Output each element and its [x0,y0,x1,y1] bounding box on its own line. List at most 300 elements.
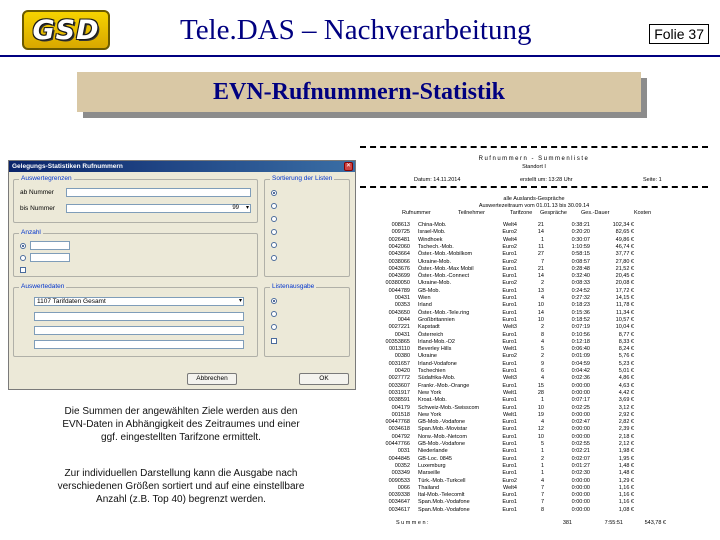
cell-cost: 27,80 € [615,258,634,265]
count-radio-1[interactable] [20,243,26,249]
cell-subscriber: China-Mob. [418,222,447,228]
cell-duration: 0:01:27 [571,462,590,469]
count-input-2[interactable] [30,253,70,262]
description-box [56,400,306,520]
cell-subscriber: Irland-Vodafone [418,360,457,367]
cell-duration: 0:02:36 [571,375,590,382]
cell-calls: 2 [540,353,544,360]
cell-calls: 1 [540,470,544,477]
cell-cost: 5,76 € [618,353,634,360]
cell-calls: 10 [537,316,544,323]
cell-number: 00447766 [385,441,410,447]
table-row [360,492,708,499]
cell-duration: 0:20:20 [571,229,590,236]
evaluation-filter-3[interactable] [34,340,244,349]
report-divider-top [360,146,708,148]
cell-number: 0044789 [388,287,410,294]
cell-number: 0038066 [388,258,410,265]
cell-duration: 0:24:52 [571,287,590,294]
cell-duration: 0:08:33 [571,280,590,287]
sum-label: Summen: [396,520,431,526]
cell-calls: 2 [540,455,544,462]
cell-duration: 0:04:42 [571,368,590,374]
cell-cost: 49,86 € [615,236,634,243]
table-row [360,310,708,317]
cell-calls: 5 [540,346,544,353]
cell-number: 00431 [394,295,410,301]
cell-number: 009725 [391,229,410,236]
cell-number: 00353 [394,302,410,309]
cell-number: 00352 [394,462,410,469]
count-label: Anzahl [21,229,41,236]
cell-subscriber: Israel-Mob. [418,229,446,236]
cell-cost: 102,34 € [612,222,634,228]
cell-subscriber: Ukraine [418,353,437,360]
report-date: Datum: 14.11.2014 [414,177,461,183]
evaluation-data-label: Auswertedaten [21,283,65,290]
cell-cost: 5,23 € [618,360,634,367]
cell-zone: Euro2 [502,258,517,265]
table-row [360,302,708,309]
cell-duration: 0:00:00 [571,411,590,418]
cell-duration: 0:00:00 [571,382,590,389]
cell-duration: 0:00:00 [571,426,590,433]
cell-cost: 10,04 € [615,324,634,331]
table-row [360,456,708,463]
count-checkbox[interactable] [20,267,26,273]
table-row [360,229,708,236]
cell-calls: 4 [540,477,544,484]
cell-subscriber: Wien [418,295,431,301]
cell-number: 0031 [397,448,410,455]
sort-radio-1[interactable] [271,190,277,196]
column-header-zone: Tarifzone [510,210,533,216]
cell-subscriber: Beverley Hills [418,346,452,353]
cell-number: 0044845 [388,455,410,462]
cell-duration: 0:30:07 [571,236,590,243]
sum-duration: 7:55:51 [604,520,623,526]
cell-calls: 4 [540,338,544,345]
cell-subscriber: Ukraine-Mob. [418,258,452,265]
cell-subscriber: Frankr.-Mob.-Orange [418,382,470,389]
cell-calls: 8 [540,506,544,513]
cell-subscriber: Österreich [418,331,444,338]
cell-subscriber: New York [418,389,442,396]
cell-duration: 0:02:07 [571,455,590,462]
cell-calls: 4 [540,419,544,426]
cell-zone: Euro1 [502,382,517,389]
cell-subscriber: Tschech.-Mob. [418,243,454,250]
cell-cost: 1,29 € [618,477,634,484]
cell-number: 003349 [391,470,410,477]
cell-cost: 11,78 € [616,302,634,309]
cell-zone: Euro2 [502,280,517,287]
cell-calls: 21 [537,265,544,272]
table-row [360,434,708,441]
cell-cost: 10,57 € [615,316,634,323]
cell-duration: 0:00:00 [571,484,590,491]
cell-number: 00380 [394,353,410,360]
cell-zone: Euro1 [502,360,517,367]
cell-subscriber: Norw.-Mob.-Netcom [418,433,467,440]
cell-calls: 4 [540,375,544,382]
from-number-label: ab Nummer [20,189,54,196]
cell-duration: 0:18:23 [571,302,590,309]
cell-calls: 1 [540,448,544,455]
table-row [360,368,708,375]
table-row [360,339,708,346]
cell-number: 0027221 [388,324,410,331]
cell-subscriber: Öster.-Mob.-Mobilkom [418,251,473,258]
cell-cost: 14,15 € [615,295,634,301]
cell-number: 0034617 [388,506,410,513]
cell-subscriber: Türk.-Mob.-Turkcell [418,477,466,484]
cell-calls: 1 [540,397,544,404]
cell-zone: Euro1 [502,287,517,294]
report-period: Auswertezeitraum vom 01.01.13 bis 30.09.14 [478,203,590,209]
cell-number: 0031917 [388,389,410,396]
cell-cost: 1,48 € [618,462,634,469]
cell-cost: 1,16 € [618,499,634,506]
cell-cost: 8,77 € [618,331,634,338]
table-row [360,295,708,302]
cell-number: 0034618 [388,426,410,433]
output-radio-2[interactable] [271,311,277,317]
output-group [264,283,350,357]
cell-subscriber: Südafrika-Mob. [418,375,456,382]
cell-number: 004792 [391,433,410,440]
cell-calls: 9 [540,360,544,367]
cell-number: 0013110 [388,346,410,353]
cell-cost: 4,42 € [618,389,634,396]
cell-calls: 19 [537,411,544,418]
table-row [360,332,708,339]
cell-duration: 0:02:21 [571,448,590,455]
table-row [360,478,708,485]
cell-cost: 82,65 € [615,229,634,236]
cell-cost: 2,12 € [618,441,634,447]
report-column-headers [360,210,708,217]
cell-zone: Euro1 [502,506,517,513]
output-radio-1[interactable] [271,298,277,304]
sum-calls: 381 [562,520,572,526]
cell-duration: 0:02:47 [571,419,590,426]
table-row [360,441,708,448]
from-number-input[interactable] [66,188,251,197]
cell-number: 0042060 [388,243,410,250]
table-row [360,273,708,280]
cell-cost: 4,63 € [618,382,634,389]
cell-subscriber: Thailand [418,484,440,491]
cell-number: 00447768 [385,419,410,426]
column-header-number: Rufnummer [402,210,431,216]
cell-calls: 10 [537,302,544,309]
cell-duration: 0:02:55 [571,441,590,447]
cell-duration: 0:10:56 [571,331,590,338]
cell-duration: 0:00:00 [571,389,590,396]
cell-number: 0044 [397,316,410,323]
report-divider-header [360,186,708,188]
report-scope: alle Auslands-Gespräche [503,196,565,202]
cell-subscriber: Öster.-Mob.-Max Mobil [418,265,474,272]
table-row [360,244,708,251]
table-row [360,499,708,506]
cell-calls: 7 [540,492,544,499]
cell-subscriber: Schweiz-Mob.-Swisscom [418,404,480,411]
cell-cost: 21,52 € [615,265,634,272]
table-row [360,266,708,273]
cell-cost: 20,45 € [615,273,634,280]
cell-duration: 0:07:17 [571,397,590,404]
cell-zone: Euro1 [502,368,517,374]
cell-cost: 8,33 € [618,338,634,345]
cell-number: 0031657 [388,360,410,367]
cell-calls: 2 [540,280,544,287]
cell-subscriber: Niederlande [418,448,448,455]
cell-duration: 0:38:21 [571,222,590,228]
chevron-down-icon: ▾ [238,298,242,304]
logo-text: GSD [32,14,100,46]
cell-cost: 1,16 € [618,484,634,491]
cell-cost: 46,74 € [615,243,634,250]
cell-zone: Euro1 [502,265,517,272]
report-subtitle: Standort I [522,164,546,170]
table-row [360,222,708,229]
to-number-label: bis Nummer [20,205,56,212]
cell-subscriber: Windhoek [418,236,443,243]
count-radio-2[interactable] [20,255,26,261]
to-number-dropdown[interactable] [66,204,251,213]
cell-subscriber: Kapstadt [418,324,440,331]
cell-number: 0026481 [388,236,410,243]
summary-report [360,140,708,540]
cell-calls: 28 [537,389,544,396]
cell-duration: 0:15:36 [571,309,590,316]
cell-subscriber: Tschechien [418,368,446,374]
cell-zone: Welt4 [503,222,517,228]
ok-label: OK [319,375,329,382]
cell-zone: Welt3 [503,375,517,382]
table-row [360,280,708,287]
cell-subscriber: Irland [418,302,432,309]
cell-cost: 1,08 € [618,506,634,513]
cell-zone: Euro1 [502,397,517,404]
column-header-duration: Ges.-Dauer [581,210,610,216]
cell-calls: 14 [537,229,544,236]
table-row [360,237,708,244]
dialog-close-button[interactable]: ✕ [345,163,352,169]
table-row [360,259,708,266]
cell-calls: 7 [540,484,544,491]
sort-radio-4[interactable] [271,229,277,235]
column-header-calls: Gespräche [540,210,567,216]
table-row [360,251,708,258]
cell-calls: 10 [537,433,544,440]
selection-limits-label: Auswertegrenzen [21,175,72,182]
cell-subscriber: Span.Mob.-Vodafone [418,506,470,513]
table-row [360,383,708,390]
cell-duration: 1:10:59 [571,243,590,250]
cell-calls: 4 [540,295,544,301]
cell-duration: 0:02:25 [571,404,590,411]
cell-zone: Euro1 [502,404,517,411]
table-row [360,448,708,455]
evaluation-data-value: 1107 Tarifdaten Gesamt [37,298,106,305]
cell-duration: 0:00:00 [571,492,590,499]
table-row [360,470,708,477]
table-row [360,317,708,324]
cell-duration: 0:01:09 [571,353,590,360]
table-row [360,426,708,433]
cell-duration: 0:58:15 [571,251,590,258]
cell-subscriber: GB-Mob.-Vodafone [418,419,466,426]
cell-cost: 37,77 € [615,251,634,258]
cell-zone: Euro1 [502,441,517,447]
cell-calls: 8 [540,331,544,338]
cell-zone: Euro1 [502,492,517,499]
count-input-1[interactable] [30,241,70,250]
cell-duration: 0:28:48 [571,265,590,272]
cell-cost: 1,95 € [618,455,634,462]
cell-number: 001518 [391,411,410,418]
cancel-button[interactable] [187,373,237,385]
cell-duration: 0:07:19 [571,324,590,331]
cell-calls: 15 [537,382,544,389]
cell-zone: Euro2 [502,229,517,236]
slide-number: Folie 37 [649,24,709,44]
cell-cost: 1,16 € [618,492,634,499]
cell-zone: Euro1 [502,309,517,316]
cell-calls: 14 [537,309,544,316]
output-checkbox[interactable] [271,338,277,344]
cell-zone: Euro1 [502,331,517,338]
table-row [360,507,708,514]
sort-radio-2[interactable] [271,203,277,209]
cell-duration: 0:06:40 [571,346,590,353]
statistics-dialog [8,160,356,390]
cell-duration: 0:00:00 [571,506,590,513]
cell-zone: Welt1 [503,411,517,418]
cell-zone: Welt4 [503,236,517,243]
table-row [360,485,708,492]
cell-subscriber: Großbritannien [418,316,455,323]
cell-subscriber: Span.Mob.-Vodafone [418,499,470,506]
cell-cost: 2,18 € [618,433,634,440]
sort-label: Sortierung der Listen [272,175,333,182]
cell-duration: 0:02:30 [571,470,590,477]
selection-limits-group [13,175,258,223]
table-row [360,353,708,360]
cell-zone: Euro1 [502,433,517,440]
cell-calls: 7 [540,258,544,265]
cell-subscriber: Ital-Mob.-Telecomlt [418,492,465,499]
cell-calls: 1 [540,462,544,469]
chevron-down-icon: ▾ [245,205,249,211]
cell-cost: 2,39 € [618,426,634,433]
cell-zone: Euro1 [502,470,517,477]
table-row [360,346,708,353]
cell-calls: 12 [537,426,544,433]
cell-cost: 8,24 € [618,346,634,353]
evaluation-data-dropdown[interactable] [34,297,244,306]
cell-cost: 1,98 € [618,448,634,455]
output-radio-3[interactable] [271,324,277,330]
cell-number: 0066 [397,484,410,491]
cell-number: 0039338 [388,492,410,499]
cell-subscriber: Marseille [418,470,441,477]
cell-cost: 20,08 € [615,280,634,287]
cell-zone: Euro1 [502,426,517,433]
cell-calls: 2 [540,324,544,331]
description-paragraph-1: Die Summen der angewählten Ziele werden aus den EVN-Daten in Abhängigkeit des Zeitraumes und einer ggf. eingestellten Tarifzone ermittelt. [62,406,300,443]
cell-zone: Welt4 [503,484,517,491]
sort-radio-3[interactable] [271,216,277,222]
table-row [360,397,708,404]
cell-subscriber: Öster.-Mob.-Tele.ring [418,309,470,316]
cell-calls: 5 [540,441,544,447]
evaluation-filter-2[interactable] [34,326,244,335]
cell-zone: Euro2 [502,243,517,250]
sort-radio-6[interactable] [271,255,277,261]
cell-zone: Euro1 [502,251,517,258]
report-page: Seite: 1 [643,177,662,183]
cell-calls: 1 [540,236,544,243]
slide-title: Tele.DAS – Nachverarbeitung [180,14,532,46]
cell-zone: Euro1 [502,462,517,469]
cell-cost: 2,82 € [618,419,634,426]
cell-duration: 0:00:00 [571,433,590,440]
cell-number: 0038591 [388,397,410,404]
cell-subscriber: GB-Mob. [418,287,441,294]
cell-cost: 1,48 € [618,470,634,477]
cell-number: 00380050 [385,280,410,287]
section-banner [77,72,641,112]
cell-number: 004179 [391,404,410,411]
cell-zone: Welt1 [503,389,517,396]
evaluation-data-group [13,283,258,357]
cell-subscriber: Ukraine-Mob. [418,280,452,287]
title-divider [0,55,720,57]
cell-calls: 21 [537,222,544,228]
cell-number: 008613 [391,222,410,228]
cell-number: 00353865 [385,338,410,345]
evaluation-filter-1[interactable] [34,312,244,321]
cell-zone: Euro1 [502,338,517,345]
cell-calls: 14 [537,273,544,280]
table-row [360,375,708,382]
sum-cost: 543,78 € [644,520,666,526]
cell-number: 0027772 [388,375,410,382]
cell-zone: Euro1 [502,273,517,280]
cell-duration: 0:12:18 [571,338,590,345]
cell-zone: Welt1 [503,346,517,353]
cell-cost: 3,69 € [618,397,634,404]
cell-subscriber: Öster.-Mob.-Connect [418,273,470,280]
cell-number: 0033607 [388,382,410,389]
cell-zone: Euro1 [502,448,517,455]
cell-zone: Euro2 [502,353,517,360]
description-paragraph-2: Zur individuellen Darstellung kann die Ausgabe nach verschiedenen Größen sortiert und auf eine einstellbare Anzahl (z.B. Top 40) begrenzt werden. [57,468,305,505]
cell-subscriber: Luxemburg [418,462,446,469]
gsd-logo [22,10,110,50]
sort-radio-5[interactable] [271,242,277,248]
cell-number: 0090533 [388,477,410,484]
cell-calls: 27 [537,251,544,258]
cell-subscriber: Kroat.-Mob. [418,397,447,404]
table-row [360,361,708,368]
ok-button[interactable] [299,373,349,385]
cell-cost: 17,72 € [615,287,634,294]
